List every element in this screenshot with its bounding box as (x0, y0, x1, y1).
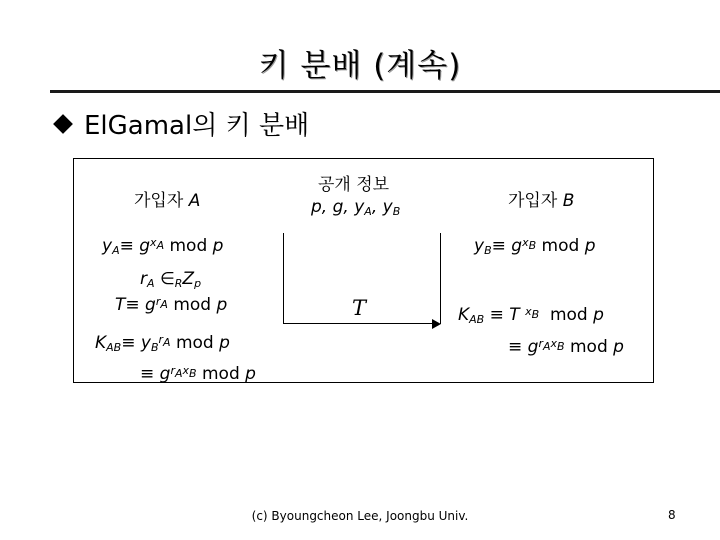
transmit-arrow-line (283, 323, 433, 324)
party-b-name: B (562, 191, 575, 211)
transmit-value: T (352, 296, 367, 320)
title-divider (50, 90, 720, 93)
b-public-key-equation: $y_B\equiv g^{x_B}$ mod p (474, 236, 596, 257)
page-number: 8 (668, 508, 676, 522)
party-a-label: 가입자 (134, 191, 184, 211)
public-info-label: 공개 정보 (318, 175, 390, 195)
diamond-bullet-icon (53, 114, 73, 134)
transmit-right-line (440, 233, 441, 324)
a-shared-key-equation: $K_{AB}\equiv y_B^{r_A}$ mod p (95, 333, 230, 354)
arrow-right-icon (432, 319, 441, 329)
slide-title: 키 분배 (계속) (258, 48, 462, 84)
public-info-vars: p, g, $y_A$, $y_B$ (311, 197, 401, 218)
section-heading: ElGamal의 키 분배 (84, 111, 310, 141)
b-shared-key-expansion: ≡ $g^{r_Ax_B}$ mod p (508, 337, 624, 357)
b-shared-key-equation: $K_{AB} \equiv T$ $^{x_B}$ mod p (458, 305, 604, 326)
a-shared-key-expansion: ≡ $g^{r_Ax_B}$ mod p (140, 364, 256, 384)
a-public-key-equation: $y_A\equiv g^{x_A}$ mod p (102, 236, 224, 257)
a-t-equation: $T\equiv g^{r_A}$ mod p (115, 295, 228, 315)
party-a-header (134, 186, 200, 211)
a-random-choice-equation: $r_A$ $\in_RZ_p$ (140, 269, 202, 290)
transmit-left-line (283, 233, 284, 324)
party-b-label: 가입자 (508, 191, 558, 211)
party-a-name: A (188, 191, 201, 211)
party-b-header (508, 186, 574, 211)
slide-footer: (c) Byoungcheon Lee, Joongbu Univ. (251, 509, 469, 523)
